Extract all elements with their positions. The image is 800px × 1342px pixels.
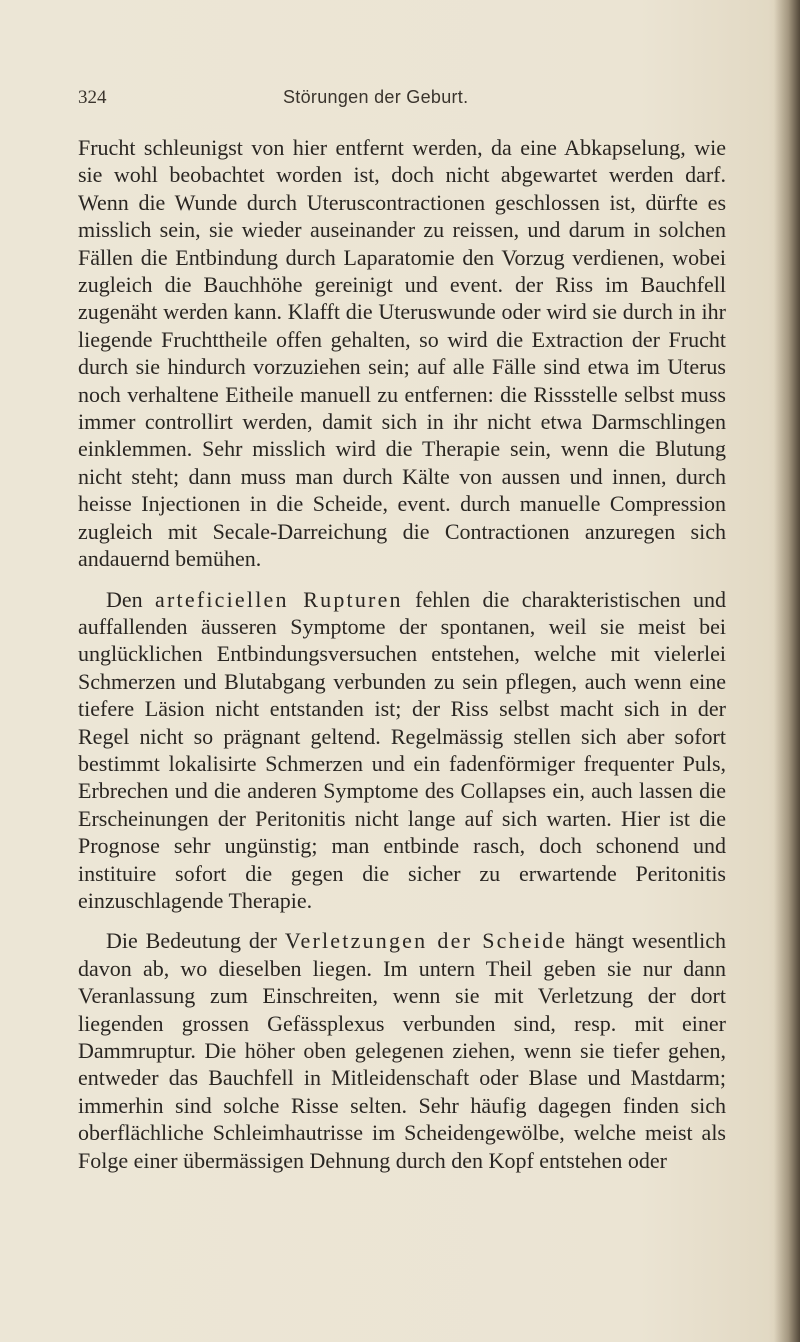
paragraph-2-lead: Den [106, 586, 156, 612]
paragraph-3-text: hängt wesentlich davon ab, wo dieselben liegen. Im untern Theil geben sie nur dann Veranlassung zum Einschreiten, wenn sie mit Verletzung der dort liegenden grossen Gefässplexus verbunden sind, resp. mit einer Dammruptur. Die höher oben gelegenen ziehen, wenn sie tiefer gehen, entweder das Bauchfell in Mitleidenschaft oder Blase und Mastdarm; immerhin sind solche Risse selten. Sehr häufig dagegen finden sich oberflächliche Schleimhautrisse im Scheidengewölbe, welche meist als Folge einer übermässigen Dehnung durch den Kopf entstehen oder [78, 928, 726, 1173]
page-header [78, 87, 718, 113]
paragraph-3-emphasis: Verletzungen der Scheide [284, 928, 568, 954]
paragraph-2 [78, 586, 726, 915]
paragraph-1-text: Frucht schleunigst von hier entfernt werden, da eine Abkapselung, wie sie wohl beobachtet worden ist, doch nicht abgewartet werden darf. Wenn die Wunde durch Uteruscontractionen geschlossen ist, dürfte es misslich sein, sie wieder auseinander zu reissen, und darum in solchen Fällen die Entbindung durch Laparatomie den Vorzug verdienen, wobei zugleich die Bauchhöhe gereinigt und event. der Riss im Bauchfell zugenäht werden kann. Klafft die Uteruswunde oder wird sie durch in ihr liegende Fruchttheile offen gehalten, so wird die Extraction der Frucht durch sie hindurch vorzuziehen sein; auf alle Fälle sind etwa im Uterus noch verhaltene Eitheile manuell zu entfernen: die Rissstelle selbst muss immer controllirt werden, damit sich in ihr nicht etwa Darmschlingen einklemmen. Sehr misslich wird die Therapie sein, wenn die Blutung nicht steht; dann muss man durch Kälte von aussen und innen, durch heisse Injectionen in die Scheide, event. durch manuelle Compression zugleich mit Secale-Darreichung die Contractionen anzuregen sich andauernd bemühen. [78, 135, 726, 572]
body-text [78, 134, 726, 1174]
paragraph-1 [78, 134, 726, 573]
paragraph-3 [78, 927, 726, 1174]
page-number: 324 [78, 87, 107, 108]
paragraph-3-lead: Die Bedeutung der [106, 928, 285, 954]
paragraph-2-text: fehlen die charakteristischen und auffallenden äusseren Symptome der spontanen, weil sie meist bei unglücklichen Entbindungsversuchen entstehen, welche mit vielerlei Schmerzen und Blutabgang verbunden zu sein pflegen, auch wenn eine tiefere Läsion nicht entstanden ist; der Riss selbst macht sich in der Regel nicht so prägnant geltend. Regelmässig stellen sich aber sofort bestimmt lokalisirte Schmerzen und ein fadenförmiger frequenter Puls, Erbrechen und die anderen Symptome des Collapses ein, auch lassen die Erscheinungen der Peritonitis nicht lange auf sich warten. Hier ist die Prognose sehr ungünstig; man entbinde rasch, doch schonend und instituire sofort die gegen die sicher zu erwartende Peritonitis einzuschlagende Therapie. [78, 586, 726, 913]
paragraph-2-emphasis: arteficiellen Rupturen [155, 586, 403, 612]
running-title: Störungen der Geburt. [283, 87, 469, 107]
page-edge-shadow [774, 0, 800, 1342]
